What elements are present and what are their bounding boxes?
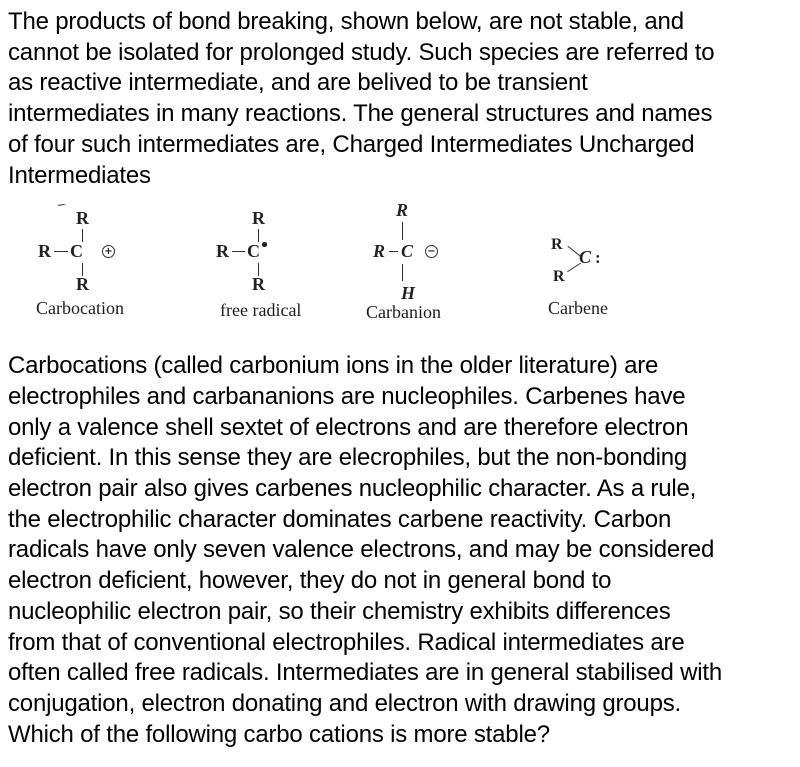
text-line: from that of conventional electrophiles. Radical intermediates are bbox=[8, 628, 685, 656]
structure-label: free radical bbox=[220, 300, 302, 321]
structure-carbanion bbox=[360, 193, 510, 327]
central-carbon: C bbox=[70, 241, 83, 262]
central-carbon: C bbox=[579, 247, 592, 268]
central-carbon: C bbox=[401, 241, 414, 262]
text-line: intermediates in many reactions. The general structures and names bbox=[8, 100, 713, 128]
substituent-top: R bbox=[252, 208, 265, 229]
radical-dot-icon bbox=[262, 242, 267, 247]
bond-line bbox=[389, 251, 398, 252]
text-line: often called free radicals. Intermediates are in general stabilised with bbox=[8, 659, 722, 687]
body-paragraph bbox=[0, 351, 800, 750]
text-line: Carbocations (called carbonium ions in the older literature) are bbox=[8, 352, 659, 380]
substituent-left: R bbox=[216, 241, 229, 262]
text-line: as reactive intermediate, and are belived to be transient bbox=[8, 69, 588, 97]
text-line: electron pair also gives carbenes nucleophilic character. As a rule, bbox=[8, 475, 697, 503]
negative-charge-icon: − bbox=[425, 245, 438, 258]
bond-line bbox=[402, 222, 403, 240]
stray-minus-mark: – bbox=[56, 195, 66, 212]
text-line: conjugation, electron donating and electron with drawing groups. bbox=[8, 689, 681, 717]
text-line: The products of bond breaking, shown below, are not stable, and bbox=[8, 8, 684, 35]
lone-pair-icon: : bbox=[595, 248, 601, 268]
structure-label: Carbocation bbox=[36, 298, 124, 319]
question-line: Which of the following carbo cations is more stable? bbox=[8, 720, 550, 748]
text-line: the electrophilic character dominates carbene reactivity. Carbon bbox=[8, 505, 672, 533]
substituent-bottom: R bbox=[252, 274, 265, 295]
intro-paragraph bbox=[0, 0, 800, 191]
structure-carbocation bbox=[36, 193, 186, 327]
structure-label: Carbene bbox=[548, 298, 608, 319]
substituent-top: R bbox=[551, 236, 563, 254]
bond-line bbox=[402, 264, 403, 281]
text-line: electrophiles and carbananions are nucleophiles. Carbenes have bbox=[8, 382, 686, 410]
bond-line bbox=[567, 263, 581, 273]
structure-free-radical bbox=[210, 193, 360, 327]
text-line: only a valence shell sextet of electrons and are therefore electron bbox=[8, 413, 689, 441]
substituent-bottom: H bbox=[401, 283, 416, 304]
substituent-left: R bbox=[38, 241, 51, 262]
text-line: electron deficient, however, they do not in general bond to bbox=[8, 567, 612, 595]
substituent-bottom: R bbox=[76, 274, 89, 295]
text-line: cannot be isolated for prolonged study. Such species are referred to bbox=[8, 38, 715, 66]
text-line: deficient. In this sense they are elecrophiles, but the non-bonding bbox=[8, 444, 688, 472]
substituent-top: R bbox=[76, 208, 89, 229]
substituent-left: R bbox=[373, 241, 386, 262]
structure-label: Carbanion bbox=[366, 302, 441, 323]
text-line: radicals have only seven valence electrons, and may be considered bbox=[8, 536, 715, 564]
bond-line bbox=[232, 251, 245, 252]
bond-line bbox=[54, 251, 68, 252]
structure-carbene bbox=[543, 193, 693, 327]
intermediates-figure bbox=[0, 191, 800, 327]
positive-charge-icon: + bbox=[102, 245, 115, 258]
text-line: nucleophilic electron pair, so their chemistry exhibits differences bbox=[8, 597, 671, 625]
substituent-top: R bbox=[396, 200, 409, 221]
text-line: of four such intermediates are, Charged Intermediates Uncharged bbox=[8, 130, 695, 158]
text-line: Intermediates bbox=[8, 161, 151, 189]
substituent-bottom: R bbox=[553, 268, 565, 286]
central-carbon: C bbox=[247, 241, 260, 262]
